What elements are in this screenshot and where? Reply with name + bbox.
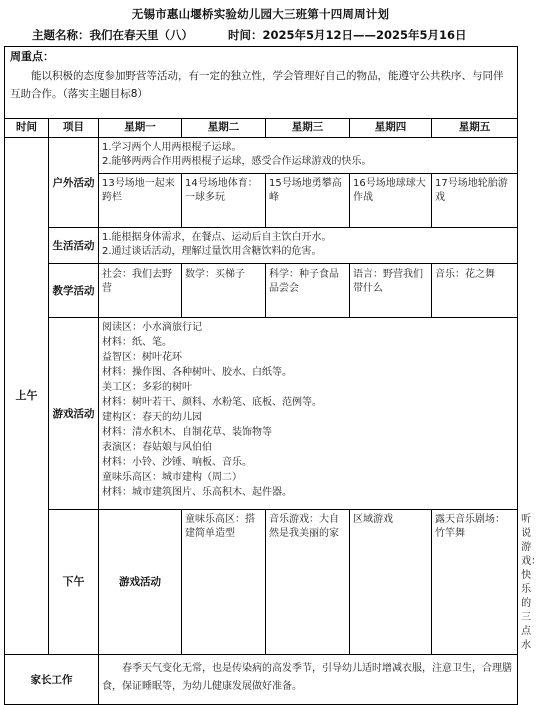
- header-tuesday: 星期二: [182, 119, 266, 138]
- afternoon-label: 下午: [49, 510, 99, 655]
- outdoor-thursday: 16号场地球球大作战: [350, 174, 432, 228]
- afternoon-wednesday: 区域游戏: [350, 510, 432, 655]
- family-row: [5, 655, 518, 705]
- outdoor-goals-row: [5, 138, 518, 174]
- life-label: 生活活动: [49, 228, 99, 264]
- afternoon-monday: 童味乐高区：搭建简单造型: [182, 510, 266, 655]
- header-time: 时间: [5, 119, 49, 138]
- afternoon-game-label: 游戏活动: [99, 510, 182, 655]
- game-line-2: 材料：纸、笔。: [102, 337, 172, 348]
- focus-row: [5, 47, 518, 119]
- life-content: [99, 228, 518, 264]
- outdoor-goals: [99, 138, 518, 174]
- outdoor-goal-2: 2.能够两两合作用两根棍子运球，感受合作运球游戏的快乐。: [102, 156, 372, 167]
- game-label: 游戏活动: [49, 318, 99, 510]
- teaching-label: 教学活动: [49, 264, 99, 318]
- table-header-row: [5, 119, 518, 138]
- game-line-7: 建构区：春天的幼儿园: [102, 412, 202, 423]
- page-title: 无锡市惠山堰桥实验幼儿园大三班第十四周周计划: [131, 7, 390, 21]
- focus-heading: 周重点：: [10, 50, 54, 63]
- outdoor-tuesday: 14号场地体育：一球多玩: [182, 174, 266, 228]
- life-line-1: 1.能根据身体需求，在餐点、运动后自主饮白开水。: [102, 232, 332, 243]
- life-row: [5, 228, 518, 264]
- header-wednesday: 星期三: [266, 119, 350, 138]
- outdoor-label: 户外活动: [49, 138, 99, 228]
- afternoon-tuesday: 音乐游戏：大自然是我美丽的家: [266, 510, 350, 655]
- header-thursday: 星期四: [350, 119, 432, 138]
- header-item: 项目: [49, 119, 99, 138]
- teaching-row: [5, 264, 518, 318]
- teaching-monday: 社会：我们去野营: [99, 264, 182, 318]
- game-line-1: 阅读区：小水滴旅行记: [102, 322, 202, 333]
- outdoor-monday: 13号场地一起来跨栏: [99, 174, 182, 228]
- outdoor-goal-1: 1.学习两个人用两根棍子运球。: [102, 142, 242, 153]
- afternoon-row: 下午 游戏活动 童味乐高区：搭建简单造型 音乐游戏：大自然是我美丽的家 区域游戏 露天音乐剧场：竹竿舞 听说游戏：快乐的三点水: [5, 510, 518, 655]
- family-label: 家长工作: [5, 655, 99, 705]
- life-line-2: 2.通过谈话活动，理解过量饮用含糖饮料的危害。: [102, 246, 322, 257]
- header-friday: 星期五: [432, 119, 518, 138]
- afternoon-thursday: 露天音乐剧场：竹竿舞: [432, 510, 518, 655]
- teaching-thursday: 语言：野营我们带什么: [350, 264, 432, 318]
- focus-cell: [5, 47, 518, 119]
- weekly-plan-table: [4, 46, 541, 705]
- game-line-8: 材料：清水积木、自制花草、装饰物等: [102, 427, 272, 438]
- teaching-wednesday: 科学：种子食品品尝会: [266, 264, 350, 318]
- family-text: 春季天气变化无常，也是传染病的高发季节，引导幼儿适时增减衣服，注意卫生，合理膳食，保证睡眠等，为幼儿健康发展做好准备。: [102, 663, 512, 692]
- game-line-6: 材料：树叶若干、颜料、水粉笔、底板、范例等。: [102, 397, 322, 408]
- game-content: [99, 318, 518, 510]
- game-line-11: 童味乐高区：城市建构（周二）: [102, 472, 242, 483]
- game-line-5: 美工区：多彩的树叶: [102, 382, 192, 393]
- teaching-friday: 音乐：花之舞: [432, 264, 518, 318]
- family-content: [99, 655, 518, 705]
- game-line-9: 表演区：春姑娘与风伯伯: [102, 442, 212, 453]
- theme-name: 主题名称：我们在春天里（八）: [32, 28, 193, 42]
- focus-text: 能以积极的态度参加野营等活动，有一定的独立性，学会管理好自己的物品，能遵守公共秩序、与同伴互助合作。（落实主题目标8）: [10, 70, 504, 100]
- game-line-10: 材料：小铃、沙锤、响板、音乐。: [102, 457, 252, 468]
- date-range: 时间：2025年5月12日——2025年5月16日: [228, 28, 467, 42]
- header-monday: 星期一: [99, 119, 182, 138]
- game-line-4: 材料：操作图、各种树叶、胶水、白纸等。: [102, 367, 292, 378]
- outdoor-friday: 17号场地轮胎游戏: [432, 174, 518, 228]
- morning-label: 上午: [5, 138, 49, 655]
- game-line-12: 材料：城市建筑图片、乐高积木、起件器。: [102, 487, 292, 498]
- game-line-3: 益智区：树叶花环: [102, 352, 182, 363]
- outdoor-wednesday: 15号场地勇攀高峰: [266, 174, 350, 228]
- teaching-tuesday: 数学：买梯子: [182, 264, 266, 318]
- game-row: [5, 318, 518, 510]
